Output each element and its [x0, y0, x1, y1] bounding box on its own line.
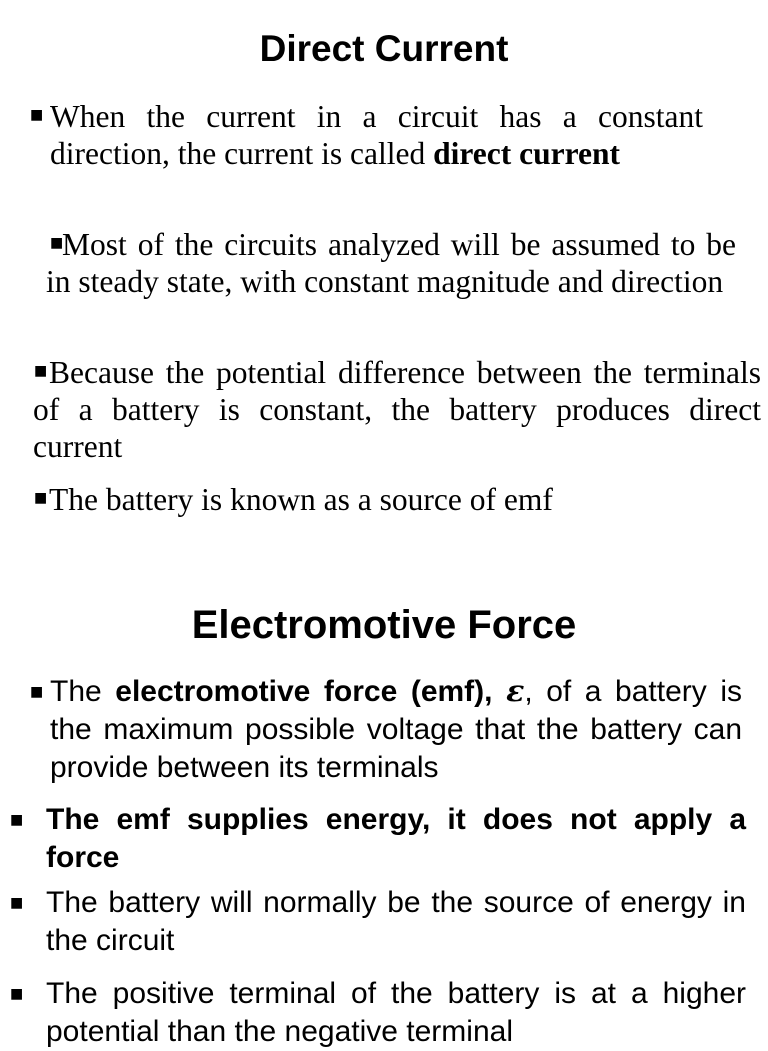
square-bullet-icon: ■ — [30, 107, 44, 123]
bullet-text: The positive terminal of the battery is at a higher potential than the negative terminal — [46, 977, 746, 1048]
square-bullet-icon: ■ — [34, 363, 48, 379]
bullet-steady-state — [46, 226, 736, 300]
bullet-bold-term: direct current — [433, 136, 620, 171]
bullet-text: Most of the circuits analyzed will be assumed to be in steady state, with constant magnitude and direction — [46, 227, 736, 299]
square-bullet-icon: ■ — [10, 895, 24, 911]
bullet-text: The emf supplies energy, it does not apply a force — [46, 803, 746, 874]
bullet-source-of-emf — [33, 481, 733, 518]
bullet-battery-energy-source — [46, 884, 746, 960]
page-title-electromotive-force: Electromotive Force — [191, 603, 577, 647]
bullet-emf-supplies-energy — [46, 801, 746, 877]
square-bullet-icon: ■ — [10, 812, 24, 828]
bullet-direct-current-definition — [50, 98, 703, 172]
bullet-bold-term: electromotive force (emf), — [115, 675, 493, 708]
bullet-text: The — [50, 675, 116, 708]
bullet-text: When the current in a circuit has a constant direction, the current is called — [50, 99, 703, 171]
bullet-text: The battery is known as a source of emf — [49, 482, 553, 517]
square-bullet-icon: ■ — [34, 490, 48, 506]
bullet-battery-potential — [33, 354, 761, 465]
epsilon-symbol: ε — [506, 674, 525, 709]
bullet-text: , of a battery is the maximum possible voltage that the battery can provide between its terminals — [50, 675, 742, 784]
page-title-direct-current: Direct Current — [259, 28, 509, 69]
square-bullet-icon: ■ — [10, 986, 24, 1002]
bullet-positive-terminal — [46, 975, 746, 1051]
bullet-text: Because the potential difference between the terminals of a battery is constant, the battery produces direct current — [33, 355, 761, 464]
square-bullet-icon: ■ — [30, 684, 44, 700]
square-bullet-icon: ■ — [50, 235, 64, 251]
bullet-emf-definition — [50, 673, 742, 787]
bullet-text: The battery will normally be the source of energy in the circuit — [46, 886, 746, 957]
